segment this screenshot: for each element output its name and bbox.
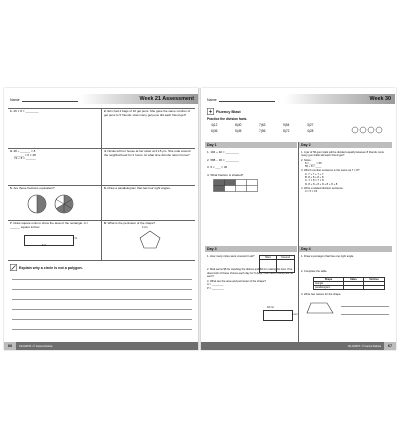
page-number: 67 <box>384 342 396 350</box>
question-8: 8.What is the perimeter of the shape? 4 cm <box>102 221 194 251</box>
day2-header: Day 2 <box>299 142 392 148</box>
question-7: 7.Draw square units to show the area of the rectangle. A = ______ square inches 6 in. 2 in. <box>10 221 89 248</box>
division-fact: 6)36 <box>211 129 218 133</box>
miles-table: Miles Covered <box>259 255 295 273</box>
division-fact: 5)45 <box>235 129 242 133</box>
footer-text: CD-104873 • © Carson-Dellosa <box>19 344 53 348</box>
question-3: 3.48 ÷ ______ = 8 ______ × 6 = 48 72 ÷ 8 = ______ <box>10 149 36 161</box>
answer-line[interactable] <box>12 289 192 290</box>
dim-width: 6 in. <box>42 244 47 248</box>
day1-body: 1. 184 + 92 = ________ 2. 588 − 36 = ________ 3. 9 × ___ = 36 4. What fraction is shaded? <box>205 150 297 194</box>
name-label: Name <box>207 97 217 102</box>
fraction-bar-image <box>213 179 273 193</box>
day1-header: Day 1 <box>205 142 297 148</box>
question-2: 2.Erin had 4 bags of 10 gel pens. She gave the same number of gel pens to 5 friends. How many gel pens did each friend get? <box>104 109 191 117</box>
question-5: 5.Are these fractions equivalent? <box>8 186 100 216</box>
name-field <box>10 95 78 104</box>
question-4: 4.Nicole left her house at her sister at 2:15 pm. She rode around the neighborhood for 2 hours. At what time did she return home? <box>104 149 191 157</box>
explain-text: Explain why a circle is not a polygon. <box>19 265 83 270</box>
division-fact: 8)40 <box>235 123 242 127</box>
answer-line[interactable] <box>12 329 192 330</box>
division-fact: 7)56 <box>259 129 266 133</box>
side-label: 4 cm <box>142 225 148 229</box>
page-footer <box>201 342 396 350</box>
pencil-icon <box>10 264 17 271</box>
fluency-title: Fluency Blast <box>216 109 241 114</box>
day2-body: 1. A jar of 56 gum balls will be divided equally between 8 friends. How many gum balls will each friend get? 2. Solve. 8 × ____ = 56 56 ÷ 8 = ____ 3. Which number sentence is the same as 7 × 8? A. 7 + 7 + 7 + 7 B. 8 + 8 + 8 + 8 C. 7 × 8 × 7 × 8 D. 8 + 8 + 8 + 8 + 8 + 8 + 8 4. Write a related division sentence. 3 × 5 = 15 <box>301 151 384 194</box>
division-fact: 4)12 <box>211 123 218 127</box>
pentagon-shape <box>138 229 162 249</box>
answer-line[interactable] <box>12 309 192 310</box>
division-fact: 7)63 <box>259 123 266 127</box>
answer-line[interactable] <box>341 306 389 307</box>
day3-header: Day 3 <box>205 246 297 252</box>
book-spread <box>4 88 396 350</box>
dim-height: 2 in. <box>73 237 78 241</box>
division-fact: 4)28 <box>307 129 314 133</box>
week-banner: Week 21 Assessment <box>80 94 198 104</box>
table-row: parallelogram <box>314 286 384 289</box>
rectangle-shape <box>24 235 74 246</box>
division-fact: 3)27 <box>307 123 314 127</box>
lightning-icon <box>207 108 214 115</box>
division-fact: 8)72 <box>283 129 290 133</box>
division-fact: 9)54 <box>283 123 290 127</box>
answer-line[interactable] <box>12 279 192 280</box>
rect-length: 18 cm <box>267 306 275 309</box>
question-6: 6.Draw a parallelogram that has four right angles. <box>104 186 171 190</box>
name-line[interactable] <box>22 97 78 102</box>
fluency-subtitle: Practice the division facts. <box>207 117 248 121</box>
fraction-circles-image <box>26 193 86 215</box>
answer-line[interactable] <box>341 314 389 315</box>
day4-header: Day 4 <box>299 246 392 252</box>
day4-body: 1. Draw a pentagon that has one right angle. 2. Complete the table. <box>301 255 355 274</box>
grid-line <box>298 142 299 342</box>
day3-body: 1. How many miles were covered in all? 2. Matt earns $5 for washing the dishes and $3 for making his bed. If he does both of these chores each day for 5 days, how much money will he earn? 3. What are the area and perimeter of the shape? A = ________ P = ________ <box>207 255 293 290</box>
grid-line <box>8 260 195 261</box>
answer-line[interactable] <box>12 319 192 320</box>
name-line[interactable] <box>219 97 275 102</box>
page-footer <box>4 342 199 350</box>
rect-width: 6 cm <box>292 313 298 316</box>
left-page <box>4 88 199 350</box>
explain-prompt <box>10 264 83 271</box>
footer-text: CD-104873 • © Carson-Dellosa <box>347 344 381 348</box>
fluency-facts <box>211 123 331 133</box>
right-page <box>201 88 396 350</box>
day4-q3: 3. Write two names for the shape. <box>301 293 342 296</box>
week-banner: Week 30 <box>285 94 395 104</box>
shape-table: Shape Sides Vertices triangle parallelogram <box>313 277 385 290</box>
page-number: 66 <box>4 342 16 350</box>
name-label: Name <box>10 97 20 102</box>
trapezoid-shape <box>305 302 335 314</box>
progress-circles <box>351 126 387 134</box>
answer-line[interactable] <box>12 299 192 300</box>
fluency-header <box>207 108 241 115</box>
question-1: 1.26 × 8 = ________ <box>10 109 39 113</box>
name-field <box>207 95 275 104</box>
area-rectangle <box>263 310 293 321</box>
table-row: triangle <box>314 282 384 286</box>
